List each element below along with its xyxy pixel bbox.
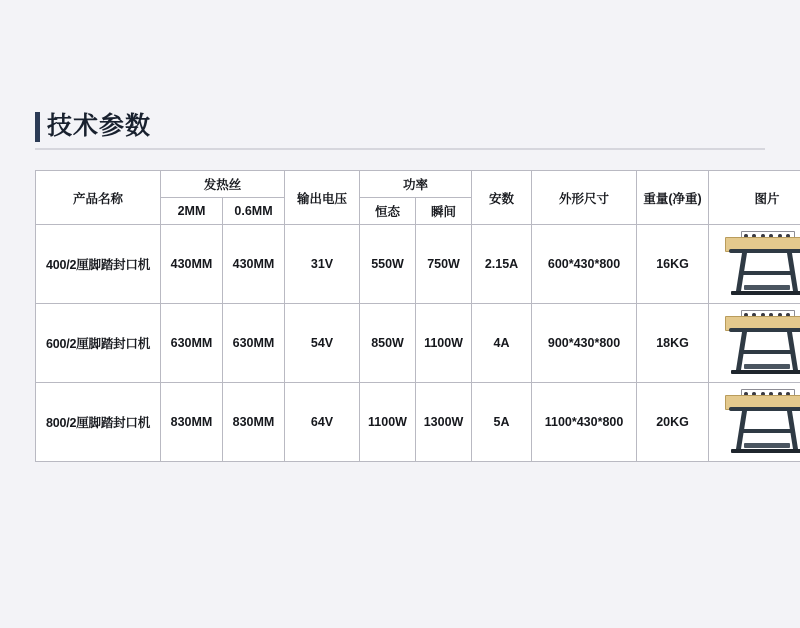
header-product-name: 产品名称: [36, 171, 161, 225]
foot-sealing-machine-icon: [711, 308, 800, 378]
cell-dimensions: 600*430*800: [532, 225, 637, 304]
cell-current: 5A: [472, 383, 532, 462]
header-power: 功率: [360, 171, 472, 198]
header-power-instant: 瞬间: [416, 198, 472, 225]
header-current: 安数: [472, 171, 532, 225]
cell-weight: 20KG: [637, 383, 709, 462]
table-row: [36, 383, 800, 462]
cell-weight: 18KG: [637, 304, 709, 383]
cell-output-voltage: 64V: [285, 383, 360, 462]
cell-picture: [709, 383, 800, 462]
header-picture: 图片: [709, 171, 800, 225]
cell-output-voltage: 54V: [285, 304, 360, 383]
cell-dimensions: 1100*430*800: [532, 383, 637, 462]
page-title: 技术参数: [47, 112, 152, 140]
cell-product-name: 800/2厘脚踏封口机: [36, 383, 161, 462]
header-weight: 重量(净重): [637, 171, 709, 225]
cell-weight: 16KG: [637, 225, 709, 304]
header-dimensions: 外形尺寸: [532, 171, 637, 225]
cell-power-steady: 550W: [360, 225, 416, 304]
section-title-block: [35, 108, 765, 148]
cell-power-steady: 850W: [360, 304, 416, 383]
foot-sealing-machine-icon: [711, 387, 800, 457]
spec-table-head: [36, 171, 800, 225]
header-output-voltage: 输出电压: [285, 171, 360, 225]
cell-current: 2.15A: [472, 225, 532, 304]
title-divider: [35, 148, 765, 150]
cell-wire-2mm: 630MM: [161, 304, 223, 383]
title-accent-bar: [35, 112, 40, 142]
cell-dimensions: 900*430*800: [532, 304, 637, 383]
cell-output-voltage: 31V: [285, 225, 360, 304]
header-wire-2mm: 2MM: [161, 198, 223, 225]
cell-picture: [709, 304, 800, 383]
spec-table: [35, 170, 800, 462]
cell-wire-06mm: 830MM: [223, 383, 285, 462]
cell-power-instant: 1300W: [416, 383, 472, 462]
table-row: [36, 304, 800, 383]
cell-current: 4A: [472, 304, 532, 383]
header-heating-wire: 发热丝: [161, 171, 285, 198]
cell-power-instant: 750W: [416, 225, 472, 304]
cell-power-instant: 1100W: [416, 304, 472, 383]
cell-wire-2mm: 830MM: [161, 383, 223, 462]
spec-table-body: [36, 225, 800, 462]
cell-product-name: 400/2厘脚踏封口机: [36, 225, 161, 304]
header-wire-06mm: 0.6MM: [223, 198, 285, 225]
cell-picture: [709, 225, 800, 304]
spec-table-wrapper: [35, 170, 780, 462]
table-header-row-1: [36, 171, 800, 198]
table-row: [36, 225, 800, 304]
header-power-steady: 恒态: [360, 198, 416, 225]
foot-sealing-machine-icon: [711, 229, 800, 299]
cell-wire-06mm: 430MM: [223, 225, 285, 304]
cell-wire-2mm: 430MM: [161, 225, 223, 304]
cell-product-name: 600/2厘脚踏封口机: [36, 304, 161, 383]
cell-wire-06mm: 630MM: [223, 304, 285, 383]
cell-power-steady: 1100W: [360, 383, 416, 462]
